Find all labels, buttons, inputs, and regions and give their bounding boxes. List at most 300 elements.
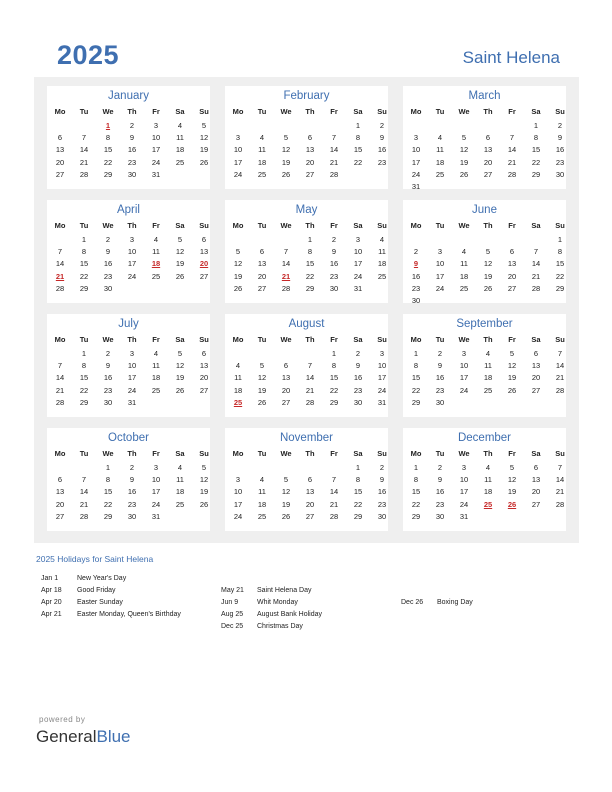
day-cell: 6 [307, 133, 313, 143]
weekday-header: Su [377, 335, 387, 344]
day-cell: 17 [233, 157, 243, 167]
day-cell: 13 [305, 487, 315, 497]
day-cell: 1 [355, 463, 361, 472]
day-cell: 10 [459, 475, 469, 485]
weekday-header: We [102, 335, 114, 344]
day-cell: 11 [152, 247, 160, 257]
day-cell: 9 [437, 475, 443, 485]
day-cell: 16 [435, 373, 445, 383]
holiday-item [41, 575, 126, 582]
holiday-date: Apr 20 [41, 599, 62, 606]
day-cell: 6 [259, 247, 265, 257]
holiday-name: Easter Monday, Queen's Birthday [77, 611, 181, 618]
day-cell: 29 [79, 397, 89, 407]
day-cell: 8 [105, 475, 111, 485]
holiday-item [41, 611, 181, 618]
holiday-item [221, 587, 311, 594]
day-cell: 22 [353, 499, 363, 509]
day-cell: 17 [435, 271, 445, 281]
day-cell: 8 [557, 247, 563, 257]
day-cell: 28 [281, 283, 291, 293]
day-cell: 7 [509, 133, 515, 143]
weekday-header: Mo [232, 107, 244, 116]
day-cell: 27 [305, 169, 315, 179]
day-cell: 16 [377, 145, 387, 155]
day-cell: 28 [55, 283, 65, 293]
day-cell: 3 [413, 133, 419, 143]
weekday-header: Fr [330, 335, 338, 344]
day-cell: 26 [257, 397, 267, 407]
day-cell: 25 [257, 511, 267, 521]
day-cell: 16 [103, 373, 113, 383]
day-cell: 1 [533, 121, 539, 130]
day-cell: 15 [353, 487, 363, 497]
day-cell: 29 [531, 169, 541, 179]
day-cell: 4 [259, 475, 265, 485]
weekday-header: Th [305, 449, 315, 458]
day-cell: 3 [235, 133, 241, 143]
day-cell: 11 [258, 145, 266, 155]
weekday-header: We [458, 335, 470, 344]
day-cell: 6 [57, 475, 63, 485]
day-cell: 22 [329, 385, 339, 395]
day-cell: 6 [533, 463, 539, 472]
holiday-date: Apr 18 [41, 587, 62, 594]
day-cell: 21 [555, 487, 565, 497]
day-cell: 5 [283, 133, 289, 143]
day-cell: 1 [307, 235, 313, 244]
day-cell: 20 [531, 373, 541, 383]
day-cell: 6 [307, 475, 313, 485]
day-cell: 18 [435, 157, 445, 167]
day-cell: 3 [355, 235, 361, 244]
day-cell: 3 [129, 235, 135, 244]
day-cell: 23 [353, 385, 363, 395]
day-cell: 3 [461, 463, 467, 472]
day-cell: 19 [199, 145, 209, 155]
holiday-name: August Bank Holiday [257, 611, 322, 618]
day-cell: 13 [55, 487, 65, 497]
day-cell: 23 [103, 271, 113, 281]
day-cell: 13 [483, 145, 493, 155]
day-cell: 27 [55, 169, 65, 179]
day-cell: 4 [461, 247, 467, 257]
day-cell: 11 [176, 133, 184, 143]
day-cell: 7 [283, 247, 289, 257]
day-cell: 30 [127, 511, 137, 521]
weekday-header: Fr [508, 449, 516, 458]
day-cell: 20 [55, 499, 65, 509]
weekday-header: Mo [54, 449, 66, 458]
weekday-header: Tu [435, 221, 445, 230]
day-cell: 20 [483, 157, 493, 167]
day-cell: 4 [153, 349, 159, 358]
month-june [403, 200, 566, 303]
day-cell: 13 [55, 145, 65, 155]
day-cell: 13 [199, 361, 209, 371]
weekday-header: Tu [79, 335, 89, 344]
holiday-item [221, 599, 298, 606]
weekday-header: Sa [531, 335, 541, 344]
day-cell: 4 [485, 349, 491, 358]
holiday-day-cell: 25 [233, 397, 243, 407]
day-cell: 23 [377, 157, 387, 167]
day-cell: 13 [531, 475, 541, 485]
day-cell: 5 [201, 463, 207, 472]
day-cell: 28 [555, 499, 565, 509]
day-cell: 14 [531, 259, 541, 269]
day-cell: 20 [281, 385, 291, 395]
day-cell: 18 [257, 499, 267, 509]
day-cell: 21 [79, 157, 89, 167]
day-cell: 14 [329, 145, 339, 155]
day-cell: 12 [233, 259, 243, 269]
day-cell: 22 [103, 499, 113, 509]
month-february [225, 86, 388, 189]
day-cell: 21 [329, 157, 339, 167]
month-november [225, 428, 388, 531]
holiday-day-cell: 25 [483, 499, 493, 509]
weekday-header: Tu [257, 449, 267, 458]
day-cell: 19 [233, 271, 243, 281]
day-cell: 7 [307, 361, 313, 371]
holiday-name: New Year's Day [77, 575, 127, 582]
day-cell: 4 [177, 121, 183, 130]
day-cell: 26 [175, 385, 185, 395]
day-cell: 19 [507, 487, 517, 497]
day-cell: 25 [151, 271, 161, 281]
day-cell: 29 [555, 283, 565, 293]
holiday-name: Saint Helena Day [257, 587, 312, 594]
day-cell: 17 [459, 487, 469, 497]
day-cell: 13 [305, 145, 315, 155]
weekday-header: Sa [175, 221, 185, 230]
day-cell: 10 [233, 145, 243, 155]
day-cell: 23 [127, 499, 137, 509]
day-cell: 11 [152, 361, 160, 371]
day-cell: 11 [484, 475, 492, 485]
day-cell: 26 [459, 169, 469, 179]
day-cell: 5 [235, 247, 241, 257]
weekday-header: Th [483, 107, 493, 116]
brand-logo [36, 727, 131, 747]
day-cell: 23 [435, 385, 445, 395]
month-august [225, 314, 388, 417]
day-cell: 12 [459, 145, 469, 155]
day-cell: 18 [459, 271, 469, 281]
day-cell: 24 [151, 499, 161, 509]
weekday-header: Th [127, 335, 137, 344]
weekday-header: Su [199, 107, 209, 116]
day-cell: 9 [105, 361, 111, 371]
weekday-header: Sa [353, 335, 363, 344]
weekday-header: Mo [410, 449, 422, 458]
day-cell: 4 [379, 235, 385, 244]
day-cell: 30 [103, 397, 113, 407]
day-cell: 6 [533, 349, 539, 358]
day-cell: 6 [485, 133, 491, 143]
weekday-header: Sa [531, 449, 541, 458]
day-cell: 6 [283, 361, 289, 371]
day-cell: 24 [459, 385, 469, 395]
day-cell: 29 [411, 511, 421, 521]
day-cell: 24 [377, 385, 387, 395]
powered-by-label: powered by [39, 715, 86, 724]
day-cell: 22 [411, 385, 421, 395]
day-cell: 9 [129, 475, 135, 485]
day-cell: 9 [379, 475, 385, 485]
weekday-header: Mo [232, 335, 244, 344]
day-cell: 15 [353, 145, 363, 155]
day-cell: 28 [79, 169, 89, 179]
day-cell: 8 [307, 247, 313, 257]
weekday-header: Th [305, 221, 315, 230]
day-cell: 21 [55, 385, 65, 395]
day-cell: 5 [283, 475, 289, 485]
day-cell: 8 [81, 247, 87, 257]
weekday-header: Sa [531, 107, 541, 116]
holiday-date: Dec 25 [221, 623, 244, 630]
day-cell: 7 [57, 361, 63, 371]
month-name: September [456, 318, 513, 330]
day-cell: 14 [555, 361, 565, 371]
day-cell: 18 [483, 487, 493, 497]
day-cell: 26 [199, 157, 209, 167]
day-cell: 10 [151, 475, 161, 485]
weekday-header: Mo [54, 221, 66, 230]
day-cell: 2 [105, 349, 111, 358]
day-cell: 2 [413, 247, 419, 257]
day-cell: 26 [507, 385, 517, 395]
day-cell: 27 [531, 499, 541, 509]
month-october [47, 428, 210, 531]
day-cell: 17 [151, 145, 161, 155]
day-cell: 10 [233, 487, 243, 497]
day-cell: 10 [435, 259, 445, 269]
day-cell: 25 [377, 271, 387, 281]
day-cell: 13 [507, 259, 517, 269]
day-cell: 14 [329, 487, 339, 497]
day-cell: 20 [55, 157, 65, 167]
day-cell: 19 [199, 487, 209, 497]
weekday-header: Sa [353, 107, 363, 116]
day-cell: 31 [377, 397, 387, 407]
day-cell: 20 [257, 271, 267, 281]
day-cell: 15 [411, 487, 421, 497]
day-cell: 8 [331, 361, 337, 371]
weekday-header: Fr [330, 449, 338, 458]
day-cell: 7 [81, 475, 87, 485]
day-cell: 24 [127, 385, 137, 395]
day-cell: 23 [329, 271, 339, 281]
holiday-name: Easter Sunday [77, 599, 123, 606]
day-cell: 24 [435, 283, 445, 293]
day-cell: 2 [331, 235, 337, 244]
day-cell: 20 [507, 271, 517, 281]
day-cell: 27 [257, 283, 267, 293]
day-cell: 15 [305, 259, 315, 269]
day-cell: 14 [507, 145, 517, 155]
day-cell: 7 [57, 247, 63, 257]
day-cell: 11 [234, 373, 242, 383]
day-cell: 9 [557, 133, 563, 143]
weekday-header: Sa [175, 335, 185, 344]
month-name: February [283, 90, 330, 102]
day-cell: 8 [355, 475, 361, 485]
day-cell: 20 [199, 373, 209, 383]
day-cell: 21 [329, 499, 339, 509]
weekday-header: We [280, 335, 292, 344]
day-cell: 31 [353, 283, 363, 293]
holiday-day-cell: 1 [105, 121, 111, 130]
day-cell: 21 [555, 373, 565, 383]
day-cell: 1 [81, 235, 87, 244]
day-cell: 3 [235, 475, 241, 485]
holiday-day-cell: 21 [281, 271, 291, 281]
day-cell: 27 [507, 283, 517, 293]
weekday-header: Fr [152, 221, 160, 230]
day-cell: 30 [353, 397, 363, 407]
holiday-name: Boxing Day [437, 599, 473, 606]
weekday-header: Tu [79, 107, 89, 116]
day-cell: 17 [127, 373, 137, 383]
day-cell: 22 [353, 157, 363, 167]
day-cell: 30 [555, 169, 565, 179]
day-cell: 27 [305, 511, 315, 521]
day-cell: 31 [459, 511, 469, 521]
day-cell: 29 [305, 283, 315, 293]
day-cell: 16 [555, 145, 565, 155]
weekday-header: Sa [175, 107, 185, 116]
weekday-header: Tu [435, 449, 445, 458]
day-cell: 17 [151, 487, 161, 497]
holiday-day-cell: 26 [507, 499, 517, 509]
holiday-day-cell: 20 [199, 259, 209, 269]
day-cell: 27 [199, 271, 209, 281]
day-cell: 2 [557, 121, 563, 130]
day-cell: 12 [199, 133, 209, 143]
day-cell: 26 [199, 499, 209, 509]
weekday-header: Su [199, 449, 209, 458]
day-cell: 15 [103, 487, 113, 497]
day-cell: 2 [355, 349, 361, 358]
holiday-item [41, 587, 116, 594]
day-cell: 28 [329, 511, 339, 521]
day-cell: 23 [411, 283, 421, 293]
day-cell: 3 [153, 463, 159, 472]
day-cell: 5 [509, 463, 515, 472]
holiday-day-cell: 9 [413, 259, 419, 269]
day-cell: 2 [379, 463, 385, 472]
day-cell: 8 [533, 133, 539, 143]
holiday-item [41, 599, 123, 606]
month-december [403, 428, 566, 531]
weekday-header: Mo [410, 335, 422, 344]
day-cell: 10 [151, 133, 161, 143]
day-cell: 9 [379, 133, 385, 143]
day-cell: 24 [353, 271, 363, 281]
day-cell: 23 [435, 499, 445, 509]
holiday-item [401, 599, 473, 606]
month-name: June [472, 204, 497, 216]
day-cell: 4 [259, 133, 265, 143]
month-name: August [288, 318, 325, 330]
day-cell: 21 [507, 157, 517, 167]
day-cell: 19 [281, 157, 291, 167]
day-cell: 3 [153, 121, 159, 130]
weekday-header: Sa [531, 221, 541, 230]
day-cell: 29 [353, 511, 363, 521]
day-cell: 1 [81, 349, 87, 358]
day-cell: 26 [175, 271, 185, 281]
weekday-header: We [458, 449, 470, 458]
day-cell: 8 [105, 133, 111, 143]
weekday-header: We [458, 221, 470, 230]
day-cell: 8 [355, 133, 361, 143]
holiday-date: Aug 25 [221, 611, 244, 618]
day-cell: 29 [329, 397, 339, 407]
day-cell: 26 [483, 283, 493, 293]
month-april [47, 200, 210, 303]
day-cell: 18 [233, 385, 243, 395]
day-cell: 10 [353, 247, 363, 257]
month-name: December [457, 432, 512, 444]
weekday-header: Th [305, 107, 315, 116]
day-cell: 2 [379, 121, 385, 130]
day-cell: 25 [435, 169, 445, 179]
day-cell: 17 [233, 499, 243, 509]
day-cell: 10 [411, 145, 421, 155]
day-cell: 20 [531, 487, 541, 497]
day-cell: 25 [483, 385, 493, 395]
month-july [47, 314, 210, 417]
day-cell: 7 [557, 463, 563, 472]
weekday-header: We [280, 107, 292, 116]
month-name: April [116, 204, 140, 216]
weekday-header: Tu [435, 335, 445, 344]
holiday-name: Good Friday [77, 587, 116, 594]
weekday-header: Th [483, 335, 493, 344]
day-cell: 15 [79, 259, 89, 269]
day-cell: 2 [129, 121, 135, 130]
weekday-header: Su [377, 221, 387, 230]
day-cell: 7 [81, 133, 87, 143]
calendar-grid [34, 77, 579, 543]
day-cell: 27 [483, 169, 493, 179]
day-cell: 22 [103, 157, 113, 167]
day-cell: 22 [531, 157, 541, 167]
day-cell: 16 [435, 487, 445, 497]
holiday-item [221, 611, 322, 618]
day-cell: 4 [485, 463, 491, 472]
day-cell: 19 [281, 499, 291, 509]
holiday-date: Dec 26 [401, 599, 424, 606]
day-cell: 12 [507, 475, 517, 485]
weekday-header: Fr [508, 335, 516, 344]
day-cell: 11 [258, 487, 266, 497]
day-cell: 30 [103, 283, 113, 293]
weekday-header: Su [555, 335, 565, 344]
weekday-header: Th [127, 449, 137, 458]
day-cell: 28 [305, 397, 315, 407]
day-cell: 27 [199, 385, 209, 395]
day-cell: 5 [201, 121, 207, 130]
day-cell: 1 [355, 121, 361, 130]
holidays-title: 2025 Holidays for Saint Helena [36, 554, 154, 564]
day-cell: 6 [57, 133, 63, 143]
day-cell: 21 [305, 385, 315, 395]
day-cell: 29 [103, 511, 113, 521]
